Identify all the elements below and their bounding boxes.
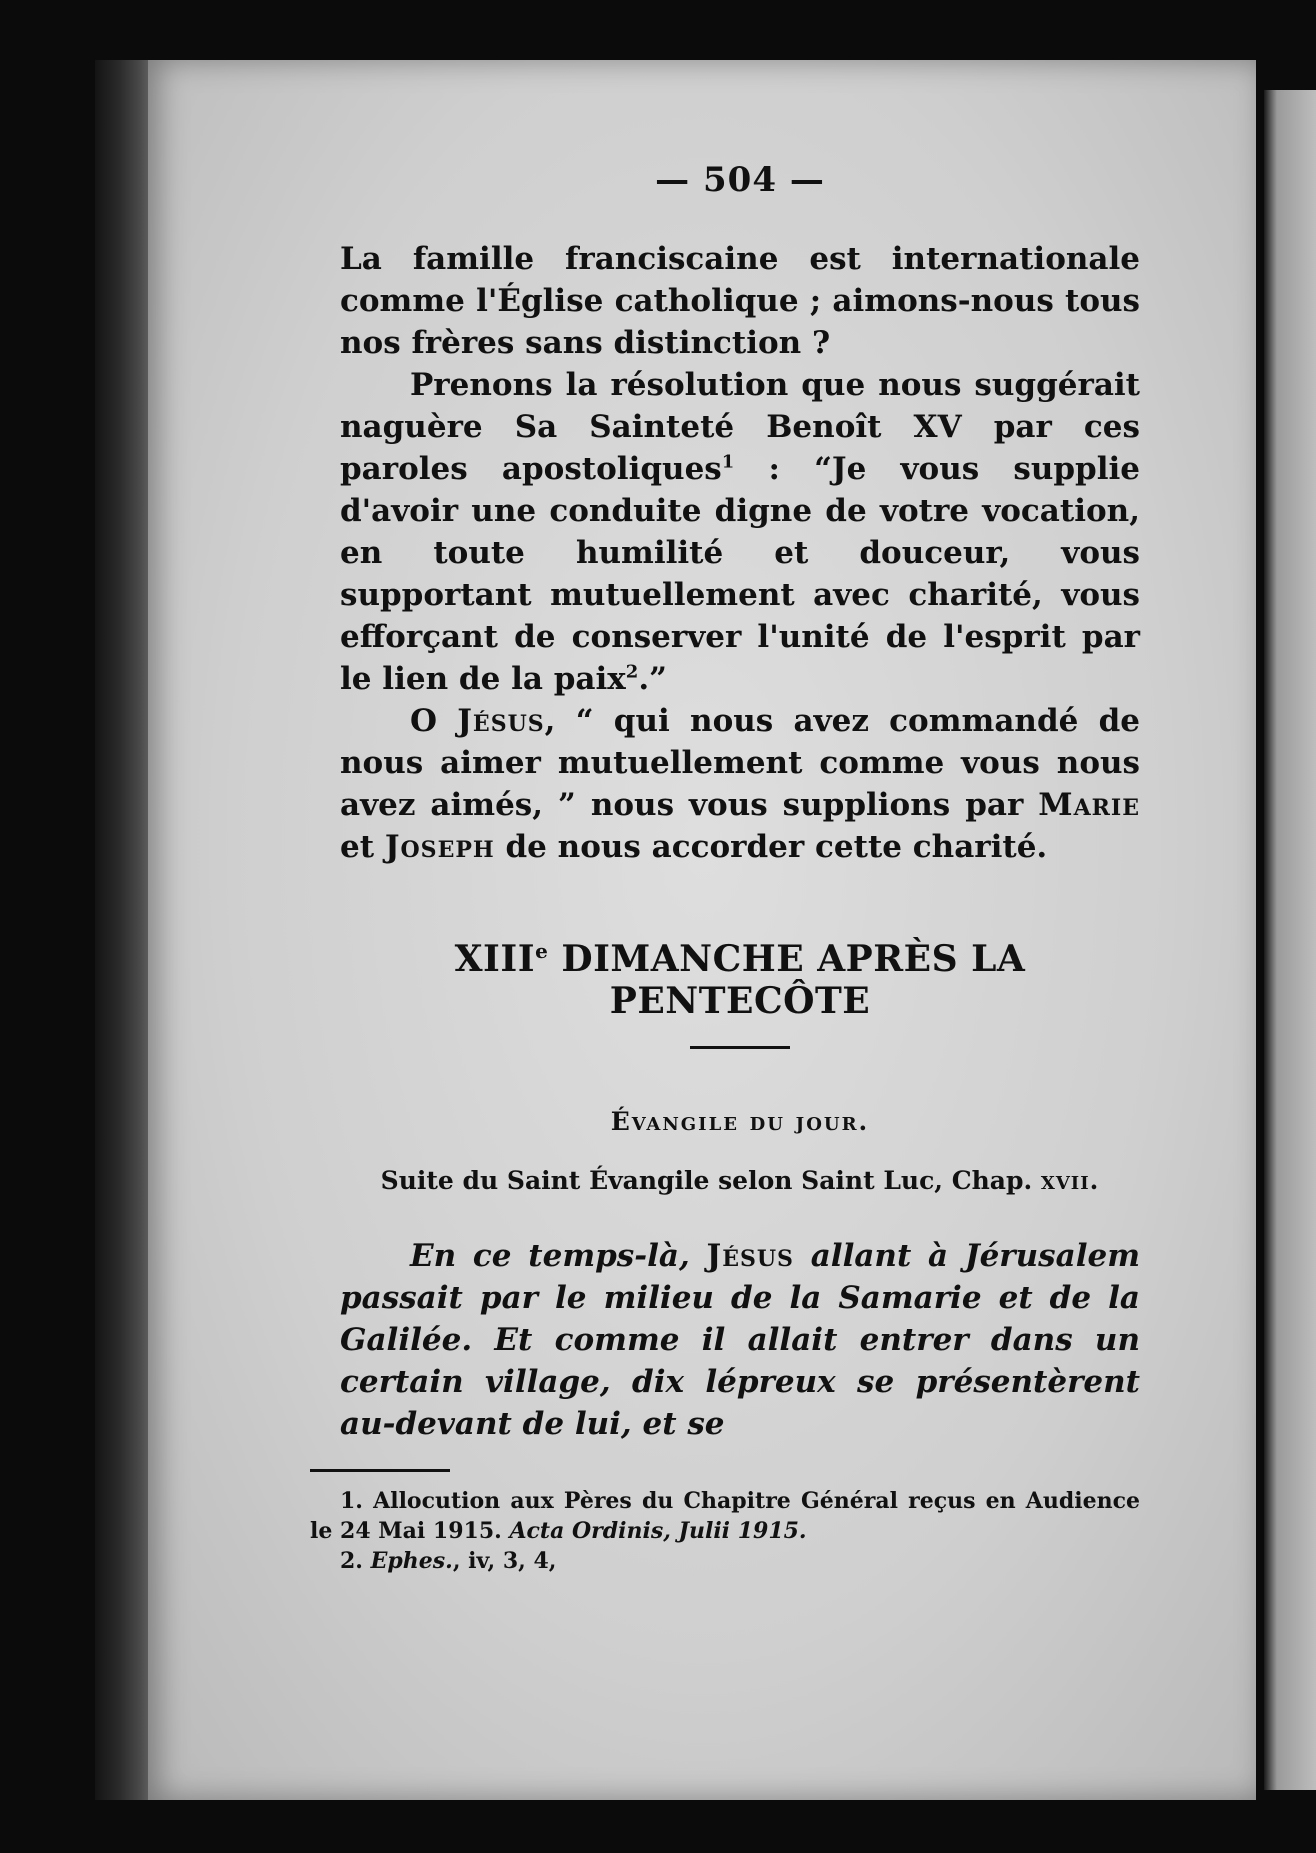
footnote-1	[310, 1486, 1140, 1546]
prayer-joseph: Joseph	[384, 829, 495, 865]
footnote-1-source: Acta Ordinis, Julii 1915.	[509, 1518, 807, 1544]
section-title	[340, 938, 1140, 1022]
paragraph-prayer	[340, 700, 1140, 868]
footnote-2-number: 2.	[340, 1548, 363, 1574]
page-number: — 504 —	[655, 160, 825, 200]
paragraph-resolution	[340, 364, 1140, 700]
footnote-1-text: Allocution aux Pères du Chapitre Général reçus en Audience le 24 Mai 1915.	[310, 1488, 1140, 1544]
prayer-and: et	[340, 829, 385, 865]
prayer-jesus: Jésus	[457, 703, 545, 739]
prayer-middle: , “ qui nous avez commandé de nous aimer mutuellement comme vous nous avez aimés, ” nous vous supplions par	[340, 703, 1140, 823]
footnote-ref-1: 1	[721, 451, 735, 473]
prayer-start: O	[410, 703, 458, 739]
resolution-quote: : “Je vous supplie d'avoir une conduite digne de votre vocation, en toute humilité et douceur, vous supportant mutuellement avec charité, vous efforçant de conserver l'unité de l'esprit par le lien de la paix	[340, 451, 1140, 697]
footnotes	[310, 1486, 1140, 1576]
prayer-marie: Marie	[1038, 787, 1140, 823]
footnote-2-text: , iv, 3, 4,	[452, 1548, 557, 1574]
section-title-prefix: XIII	[454, 938, 536, 980]
gospel-subheading-text: Suite du Saint Évangile selon Saint Luc, Chap.	[380, 1166, 1041, 1195]
footnote-1-number: 1.	[340, 1488, 363, 1514]
adjacent-page-edge	[1264, 90, 1316, 1790]
gospel-heading: Évangile du jour.	[610, 1107, 870, 1136]
prayer-end: de nous accorder cette charité.	[494, 829, 1048, 865]
section-title-rest: DIMANCHE APRÈS LA PENTECÔTE	[548, 938, 1026, 1022]
gospel-subheading	[340, 1166, 1140, 1195]
resolution-start: Prenons la résolution que nous suggérait naguère Sa Sainteté Benoît XV par ces paroles apostoliques	[340, 367, 1140, 487]
section-divider	[690, 1046, 790, 1049]
gospel-text-rest: allant à Jérusalem passait par le milieu de la Samarie et de la Galilée. Et comme il allait entrer dans un certain village, dix lépreux se présentèrent au-devant de lui, et se	[340, 1238, 1141, 1442]
footnote-divider	[310, 1469, 450, 1472]
footnote-ref-2: 2	[625, 661, 639, 683]
resolution-end: .”	[638, 661, 667, 697]
section-title-sup: e	[535, 939, 549, 963]
gospel-chapter: xvii.	[1040, 1166, 1100, 1195]
paragraph-franciscan-family: La famille franciscaine est internationale comme l'Église catholique ; aimons-nous tous nos frères sans distinction ?	[340, 241, 1140, 361]
footnote-2-source: Ephes.	[370, 1548, 453, 1574]
book-spine-shadow	[95, 60, 155, 1800]
gospel-text	[340, 1235, 1140, 1445]
page-content	[310, 160, 1141, 1576]
footnote-2	[310, 1546, 1140, 1576]
gospel-jesus: Jésus	[706, 1238, 794, 1274]
gospel-text-start: En ce temps-là,	[410, 1238, 707, 1274]
